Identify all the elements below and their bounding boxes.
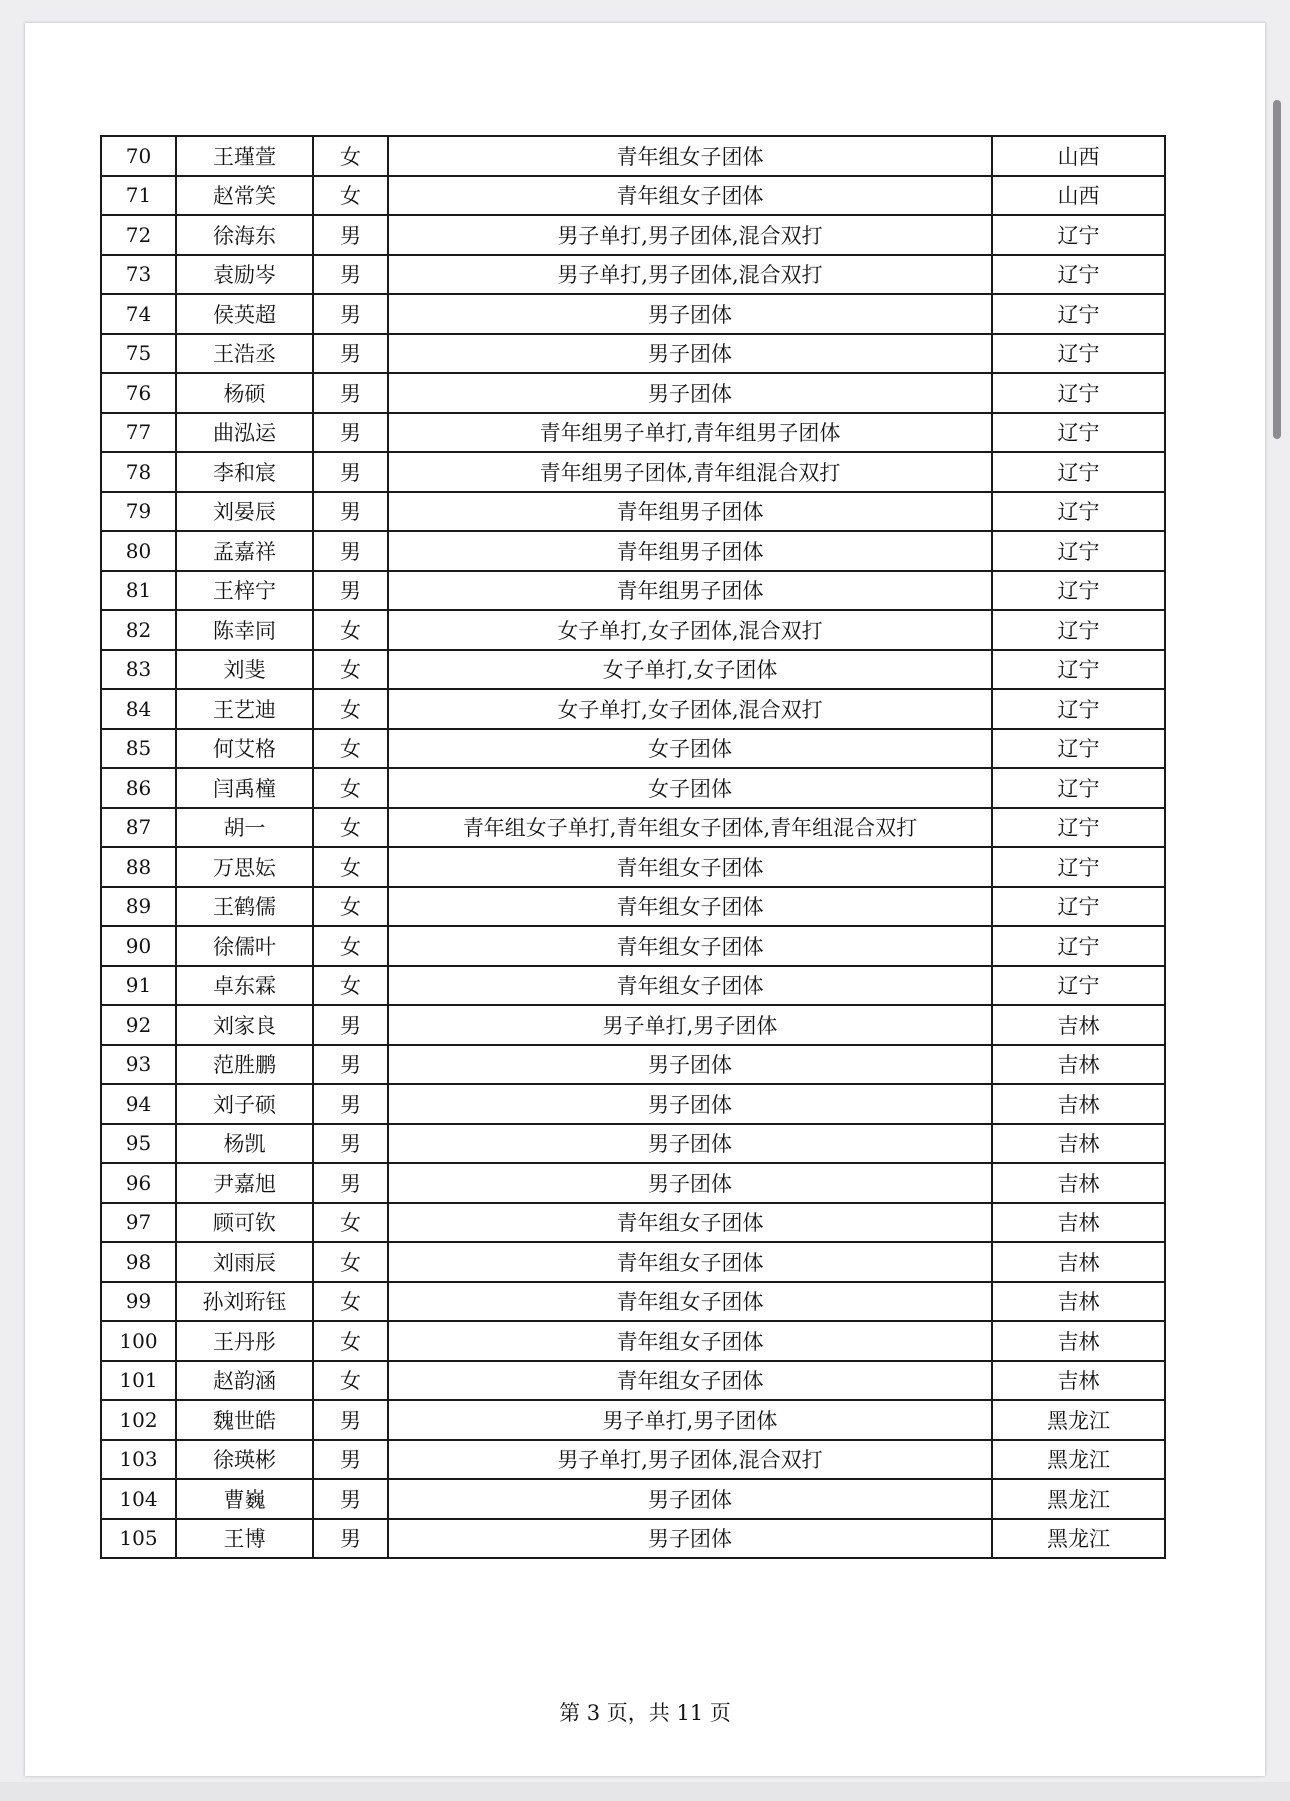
row-number-cell: 74 <box>101 294 176 334</box>
athlete-name-cell: 范胜鹏 <box>176 1045 313 1085</box>
region-cell: 辽宁 <box>992 492 1165 532</box>
row-number-cell: 85 <box>101 729 176 769</box>
athlete-table-body <box>101 136 1165 1558</box>
row-number-cell: 81 <box>101 571 176 611</box>
region-cell: 辽宁 <box>992 808 1165 848</box>
athlete-name-cell: 侯英超 <box>176 294 313 334</box>
gender-cell: 男 <box>313 531 388 571</box>
athlete-name-cell: 赵常笑 <box>176 176 313 216</box>
athlete-name-cell: 王鹤儒 <box>176 887 313 927</box>
table-row <box>101 334 1165 374</box>
table-row <box>101 729 1165 769</box>
table-row <box>101 808 1165 848</box>
athlete-name-cell: 王博 <box>176 1519 313 1559</box>
row-number-cell: 101 <box>101 1361 176 1401</box>
gender-cell: 女 <box>313 176 388 216</box>
viewer-bottom-edge <box>0 1782 1290 1801</box>
events-cell: 女子单打,女子团体 <box>388 650 992 690</box>
table-row <box>101 1519 1165 1559</box>
table-row <box>101 452 1165 492</box>
table-row <box>101 966 1165 1006</box>
region-cell: 吉林 <box>992 1005 1165 1045</box>
region-cell: 辽宁 <box>992 413 1165 453</box>
region-cell: 吉林 <box>992 1321 1165 1361</box>
athlete-name-cell: 徐儒叶 <box>176 926 313 966</box>
gender-cell: 男 <box>313 1519 388 1559</box>
region-cell: 吉林 <box>992 1361 1165 1401</box>
athlete-name-cell: 万思妘 <box>176 847 313 887</box>
events-cell: 男子团体 <box>388 1519 992 1559</box>
gender-cell: 女 <box>313 1203 388 1243</box>
gender-cell: 男 <box>313 1479 388 1519</box>
athlete-name-cell: 王浩丞 <box>176 334 313 374</box>
events-cell: 男子单打,男子团体,混合双打 <box>388 215 992 255</box>
athlete-name-cell: 王艺迪 <box>176 689 313 729</box>
region-cell: 黑龙江 <box>992 1479 1165 1519</box>
athlete-name-cell: 卓东霖 <box>176 966 313 1006</box>
row-number-cell: 97 <box>101 1203 176 1243</box>
row-number-cell: 78 <box>101 452 176 492</box>
athlete-name-cell: 徐瑛彬 <box>176 1440 313 1480</box>
events-cell: 男子团体 <box>388 1045 992 1085</box>
region-cell: 辽宁 <box>992 334 1165 374</box>
page-number-footer: 第 3 页，共 11 页 <box>559 1701 731 1725</box>
gender-cell: 男 <box>313 1163 388 1203</box>
row-number-cell: 94 <box>101 1084 176 1124</box>
gender-cell: 女 <box>313 650 388 690</box>
gender-cell: 男 <box>313 255 388 295</box>
table-row <box>101 1203 1165 1243</box>
athlete-name-cell: 王梓宁 <box>176 571 313 611</box>
table-row <box>101 294 1165 334</box>
gender-cell: 女 <box>313 887 388 927</box>
row-number-cell: 89 <box>101 887 176 927</box>
events-cell: 青年组女子团体 <box>388 1242 992 1282</box>
athlete-name-cell: 刘斐 <box>176 650 313 690</box>
table-row <box>101 1321 1165 1361</box>
row-number-cell: 102 <box>101 1400 176 1440</box>
row-number-cell: 91 <box>101 966 176 1006</box>
gender-cell: 女 <box>313 1242 388 1282</box>
region-cell: 黑龙江 <box>992 1440 1165 1480</box>
events-cell: 青年组女子团体 <box>388 136 992 176</box>
gender-cell: 男 <box>313 413 388 453</box>
row-number-cell: 80 <box>101 531 176 571</box>
events-cell: 青年组女子团体 <box>388 847 992 887</box>
gender-cell: 男 <box>313 215 388 255</box>
athlete-name-cell: 胡一 <box>176 808 313 848</box>
region-cell: 辽宁 <box>992 294 1165 334</box>
gender-cell: 女 <box>313 610 388 650</box>
row-number-cell: 96 <box>101 1163 176 1203</box>
region-cell: 辽宁 <box>992 926 1165 966</box>
table-row <box>101 1479 1165 1519</box>
row-number-cell: 83 <box>101 650 176 690</box>
gender-cell: 女 <box>313 808 388 848</box>
row-number-cell: 84 <box>101 689 176 729</box>
events-cell: 青年组女子团体 <box>388 1203 992 1243</box>
events-cell: 男子单打,男子团体 <box>388 1400 992 1440</box>
athlete-name-cell: 袁励岑 <box>176 255 313 295</box>
table-row <box>101 373 1165 413</box>
athlete-name-cell: 杨凯 <box>176 1124 313 1164</box>
athlete-name-cell: 徐海东 <box>176 215 313 255</box>
table-row <box>101 255 1165 295</box>
athlete-name-cell: 刘晏辰 <box>176 492 313 532</box>
table-row <box>101 136 1165 176</box>
row-number-cell: 95 <box>101 1124 176 1164</box>
region-cell: 黑龙江 <box>992 1519 1165 1559</box>
events-cell: 青年组女子团体 <box>388 887 992 927</box>
table-row <box>101 176 1165 216</box>
athlete-name-cell: 杨硕 <box>176 373 313 413</box>
row-number-cell: 86 <box>101 768 176 808</box>
row-number-cell: 104 <box>101 1479 176 1519</box>
events-cell: 女子团体 <box>388 768 992 808</box>
region-cell: 山西 <box>992 136 1165 176</box>
table-row <box>101 650 1165 690</box>
athlete-name-cell: 孙刘珩钰 <box>176 1282 313 1322</box>
table-row <box>101 1440 1165 1480</box>
region-cell: 吉林 <box>992 1124 1165 1164</box>
gender-cell: 女 <box>313 1361 388 1401</box>
events-cell: 男子团体 <box>388 294 992 334</box>
table-row <box>101 1361 1165 1401</box>
events-cell: 青年组女子单打,青年组女子团体,青年组混合双打 <box>388 808 992 848</box>
region-cell: 辽宁 <box>992 610 1165 650</box>
athlete-name-cell: 刘家良 <box>176 1005 313 1045</box>
table-row <box>101 1163 1165 1203</box>
events-cell: 男子团体 <box>388 1084 992 1124</box>
gender-cell: 男 <box>313 294 388 334</box>
events-cell: 青年组女子团体 <box>388 176 992 216</box>
gender-cell: 男 <box>313 1124 388 1164</box>
table-row <box>101 571 1165 611</box>
gender-cell: 男 <box>313 571 388 611</box>
table-row <box>101 215 1165 255</box>
gender-cell: 男 <box>313 334 388 374</box>
region-cell: 辽宁 <box>992 452 1165 492</box>
table-row <box>101 413 1165 453</box>
gender-cell: 男 <box>313 1005 388 1045</box>
region-cell: 辽宁 <box>992 215 1165 255</box>
events-cell: 青年组男子单打,青年组男子团体 <box>388 413 992 453</box>
events-cell: 女子团体 <box>388 729 992 769</box>
region-cell: 辽宁 <box>992 531 1165 571</box>
region-cell: 辽宁 <box>992 571 1165 611</box>
region-cell: 辽宁 <box>992 966 1165 1006</box>
region-cell: 辽宁 <box>992 768 1165 808</box>
events-cell: 青年组女子团体 <box>388 926 992 966</box>
gender-cell: 女 <box>313 1321 388 1361</box>
row-number-cell: 70 <box>101 136 176 176</box>
events-cell: 青年组男子团体,青年组混合双打 <box>388 452 992 492</box>
events-cell: 女子单打,女子团体,混合双打 <box>388 689 992 729</box>
row-number-cell: 88 <box>101 847 176 887</box>
gender-cell: 女 <box>313 689 388 729</box>
events-cell: 男子团体 <box>388 1163 992 1203</box>
athlete-name-cell: 刘雨辰 <box>176 1242 313 1282</box>
events-cell: 青年组男子团体 <box>388 492 992 532</box>
gender-cell: 男 <box>313 1440 388 1480</box>
table-row <box>101 1045 1165 1085</box>
gender-cell: 女 <box>313 136 388 176</box>
region-cell: 辽宁 <box>992 847 1165 887</box>
region-cell: 辽宁 <box>992 255 1165 295</box>
table-row <box>101 492 1165 532</box>
row-number-cell: 87 <box>101 808 176 848</box>
events-cell: 青年组女子团体 <box>388 1282 992 1322</box>
row-number-cell: 105 <box>101 1519 176 1559</box>
row-number-cell: 71 <box>101 176 176 216</box>
row-number-cell: 90 <box>101 926 176 966</box>
row-number-cell: 75 <box>101 334 176 374</box>
table-row <box>101 847 1165 887</box>
row-number-cell: 82 <box>101 610 176 650</box>
region-cell: 辽宁 <box>992 729 1165 769</box>
events-cell: 青年组女子团体 <box>388 1321 992 1361</box>
region-cell: 山西 <box>992 176 1165 216</box>
events-cell: 青年组男子团体 <box>388 571 992 611</box>
athlete-name-cell: 陈幸同 <box>176 610 313 650</box>
gender-cell: 男 <box>313 1084 388 1124</box>
table-row <box>101 1084 1165 1124</box>
region-cell: 吉林 <box>992 1242 1165 1282</box>
gender-cell: 女 <box>313 729 388 769</box>
events-cell: 青年组女子团体 <box>388 966 992 1006</box>
events-cell: 男子团体 <box>388 1479 992 1519</box>
athlete-name-cell: 闫禹橦 <box>176 768 313 808</box>
region-cell: 吉林 <box>992 1282 1165 1322</box>
table-row <box>101 610 1165 650</box>
table-row <box>101 689 1165 729</box>
table-row <box>101 768 1165 808</box>
gender-cell: 男 <box>313 492 388 532</box>
gender-cell: 女 <box>313 768 388 808</box>
events-cell: 男子单打,男子团体 <box>388 1005 992 1045</box>
athlete-name-cell: 孟嘉祥 <box>176 531 313 571</box>
events-cell: 男子单打,男子团体,混合双打 <box>388 255 992 295</box>
athlete-name-cell: 赵韵涵 <box>176 1361 313 1401</box>
athlete-name-cell: 刘子硕 <box>176 1084 313 1124</box>
table-row <box>101 1400 1165 1440</box>
athlete-name-cell: 王丹彤 <box>176 1321 313 1361</box>
row-number-cell: 93 <box>101 1045 176 1085</box>
row-number-cell: 99 <box>101 1282 176 1322</box>
events-cell: 男子团体 <box>388 1124 992 1164</box>
region-cell: 辽宁 <box>992 887 1165 927</box>
gender-cell: 女 <box>313 847 388 887</box>
region-cell: 辽宁 <box>992 650 1165 690</box>
row-number-cell: 72 <box>101 215 176 255</box>
table-row <box>101 1124 1165 1164</box>
events-cell: 男子单打,男子团体,混合双打 <box>388 1440 992 1480</box>
gender-cell: 男 <box>313 1400 388 1440</box>
region-cell: 吉林 <box>992 1084 1165 1124</box>
gender-cell: 女 <box>313 966 388 1006</box>
events-cell: 男子团体 <box>388 373 992 413</box>
table-row <box>101 1005 1165 1045</box>
region-cell: 辽宁 <box>992 689 1165 729</box>
region-cell: 吉林 <box>992 1203 1165 1243</box>
athlete-name-cell: 何艾格 <box>176 729 313 769</box>
region-cell: 吉林 <box>992 1163 1165 1203</box>
row-number-cell: 77 <box>101 413 176 453</box>
athlete-name-cell: 曲泓运 <box>176 413 313 453</box>
gender-cell: 女 <box>313 1282 388 1322</box>
table-row <box>101 1242 1165 1282</box>
region-cell: 辽宁 <box>992 373 1165 413</box>
region-cell: 吉林 <box>992 1045 1165 1085</box>
athlete-name-cell: 尹嘉旭 <box>176 1163 313 1203</box>
row-number-cell: 92 <box>101 1005 176 1045</box>
table-row <box>101 531 1165 571</box>
events-cell: 男子团体 <box>388 334 992 374</box>
gender-cell: 男 <box>313 452 388 492</box>
table-row <box>101 887 1165 927</box>
events-cell: 女子单打,女子团体,混合双打 <box>388 610 992 650</box>
table-row <box>101 926 1165 966</box>
athlete-name-cell: 魏世皓 <box>176 1400 313 1440</box>
gender-cell: 女 <box>313 926 388 966</box>
events-cell: 青年组男子团体 <box>388 531 992 571</box>
row-number-cell: 98 <box>101 1242 176 1282</box>
athlete-name-cell: 曹巍 <box>176 1479 313 1519</box>
events-cell: 青年组女子团体 <box>388 1361 992 1401</box>
row-number-cell: 100 <box>101 1321 176 1361</box>
athlete-name-cell: 王瑾萱 <box>176 136 313 176</box>
row-number-cell: 103 <box>101 1440 176 1480</box>
athlete-table <box>100 135 1166 1559</box>
athlete-name-cell: 李和宸 <box>176 452 313 492</box>
vertical-scrollbar-thumb[interactable] <box>1273 100 1281 439</box>
athlete-name-cell: 顾可钦 <box>176 1203 313 1243</box>
row-number-cell: 76 <box>101 373 176 413</box>
table-row <box>101 1282 1165 1322</box>
gender-cell: 男 <box>313 1045 388 1085</box>
row-number-cell: 73 <box>101 255 176 295</box>
gender-cell: 男 <box>313 373 388 413</box>
row-number-cell: 79 <box>101 492 176 532</box>
region-cell: 黑龙江 <box>992 1400 1165 1440</box>
